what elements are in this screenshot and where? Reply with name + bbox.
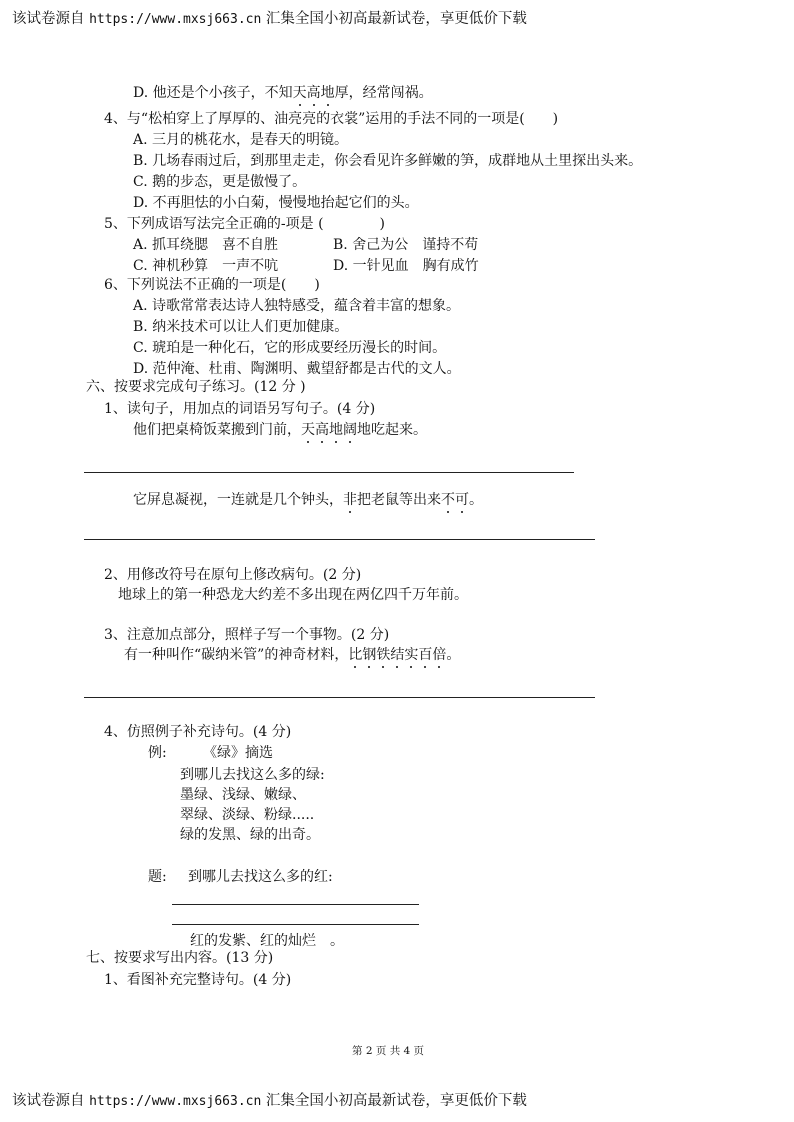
emphasis-char: 非: [343, 492, 357, 508]
q5-option-b: B. 舍己为公 谨持不苟: [333, 237, 479, 253]
section6-title: 六、按要求完成句子练习。(12 分 ): [86, 379, 306, 395]
header-url-link[interactable]: https://www.mxsj663.cn: [89, 12, 262, 27]
sentence-text-mid: 把老鼠等出来: [357, 492, 441, 508]
example-line-3: 翠绿、淡绿、粉绿.....: [180, 807, 315, 823]
emphasis-char: 倍: [432, 647, 447, 663]
emphasis-char: 地: [320, 85, 335, 101]
q6-option-d: D. 范仲淹、杜甫、陶渊明、戴望舒都是古代的文人。: [133, 361, 461, 377]
emphasis-char: 铁: [376, 647, 391, 663]
q6-option-b: B. 纳米技术可以让人们更加健康。: [133, 319, 349, 335]
emphasis-char: 阔: [343, 422, 357, 438]
sentence-text: 他们把桌椅饭菜搬到门前，: [133, 422, 301, 438]
emphasis-char: 高: [306, 85, 321, 101]
emphasis-char: 地: [329, 422, 343, 438]
example-label: 例:: [148, 745, 167, 761]
emphasis-char: 可: [455, 492, 469, 508]
poem-answer-line-2[interactable]: [172, 924, 419, 925]
q3-option-d: [133, 84, 433, 102]
example-line-4: 绿的发黑、绿的出奇。: [180, 827, 320, 843]
q6-option-c: C. 琥珀是一种化石，它的形成要经历漫长的时间。: [133, 340, 447, 356]
footer-url-link[interactable]: https://www.mxsj663.cn: [89, 1094, 262, 1109]
q5-stem: 5、下列成语写法完全正确的-项是 ( ): [104, 216, 386, 232]
answer-line-2[interactable]: [84, 539, 595, 540]
q5-option-a: A. 抓耳绕腮 喜不自胜: [133, 237, 279, 253]
s7-q1-stem: 1、看图补充完整诗句。(4 分): [104, 972, 292, 988]
task-line: 到哪儿去找这么多的红:: [188, 869, 333, 885]
s6-q3-sentence: [124, 646, 460, 664]
page-number: 第 2 页 共 4 页: [352, 1045, 425, 1057]
q4-option-d: D. 不再胆怯的小白菊，慢慢地抬起它们的头。: [133, 195, 419, 211]
s6-q2-sentence: 地球上的第一种恐龙大约差不多出现在两亿四千万年前。: [118, 587, 468, 603]
section7-title: 七、按要求写出内容。(13 分): [86, 950, 274, 966]
emphasis-char: 不: [441, 492, 455, 508]
q5-option-d: D. 一针见血 胸有成竹: [333, 258, 479, 274]
page-footer: [12, 1092, 527, 1111]
footer-source-label: 该试卷源自: [12, 1093, 85, 1109]
s6-q1-sentence-2: [133, 491, 483, 509]
footer-slogan: 汇集全国小初高最新试卷，享更低价下载: [265, 1093, 527, 1109]
example-line-2: 墨绿、浅绿、嫩绿、: [180, 787, 306, 803]
s6-q2-stem: 2、用修改符号在原句上修改病句。(2 分): [104, 567, 362, 583]
q6-option-a: A. 诗歌常常表达诗人独特感受，蕴含着丰富的想象。: [133, 298, 461, 314]
q4-stem: 4、与“松柏穿上了厚厚的、油亮亮的衣裳”运用的手法不同的一项是( ): [104, 111, 559, 127]
sentence-text-end: 。: [469, 492, 483, 508]
page-header: [12, 10, 527, 29]
emphasis-char: 百: [418, 647, 433, 663]
emphasis-char: 钢: [362, 647, 377, 663]
s6-q1-stem: 1、读句子，用加点的词语另写句子。(4 分): [104, 401, 376, 417]
answer-line-1[interactable]: [84, 472, 574, 473]
emphasis-char: 实: [404, 647, 419, 663]
emphasis-char: 天: [301, 422, 315, 438]
example-title: 《绿》摘选: [203, 745, 273, 761]
sentence-text: 有一种叫作“碳纳米管”的神奇材料，: [124, 647, 349, 663]
sentence-text-end: 地吃起来。: [357, 422, 427, 438]
sentence-text: 它屏息凝视，一连就是几个钟头，: [133, 492, 343, 508]
q3-option-d-text-end: 厚，经常闯祸。: [334, 85, 433, 101]
task-label: 题:: [148, 869, 167, 885]
s6-q4-stem: 4、仿照例子补充诗句。(4 分): [104, 724, 292, 740]
q5-option-c: C. 神机秒算 一声不吭: [133, 258, 279, 274]
q6-stem: 6、下列说法不正确的一项是( ): [104, 277, 320, 293]
header-source-label: 该试卷源自: [12, 11, 85, 27]
emphasis-char: 高: [315, 422, 329, 438]
s6-q1-sentence-1: [133, 421, 427, 439]
sentence-text-end: 。: [446, 647, 461, 663]
task-end-line: 红的发紫、红的灿烂 。: [190, 933, 344, 949]
emphasis-char: 结: [390, 647, 405, 663]
emphasis-char: 天: [292, 85, 307, 101]
q4-option-b: B. 几场春雨过后，到那里走走，你会看见许多鲜嫩的笋，成群地从土里探出头来。: [133, 153, 643, 169]
header-slogan: 汇集全国小初高最新试卷，享更低价下载: [265, 11, 527, 27]
answer-line-3[interactable]: [84, 697, 595, 698]
poem-answer-line-1[interactable]: [172, 904, 419, 905]
q4-option-c: C. 鹅的步态，更是傲慢了。: [133, 174, 307, 190]
q3-option-d-text: D. 他还是个小孩子，不知: [133, 85, 293, 101]
q4-option-a: A. 三月的桃花水，是春天的明镜。: [133, 132, 349, 148]
s6-q3-stem: 3、注意加点部分，照样子写一个事物。(2 分): [104, 627, 390, 643]
example-line-1: 到哪儿去找这么多的绿:: [180, 767, 325, 783]
emphasis-char: 比: [348, 647, 363, 663]
